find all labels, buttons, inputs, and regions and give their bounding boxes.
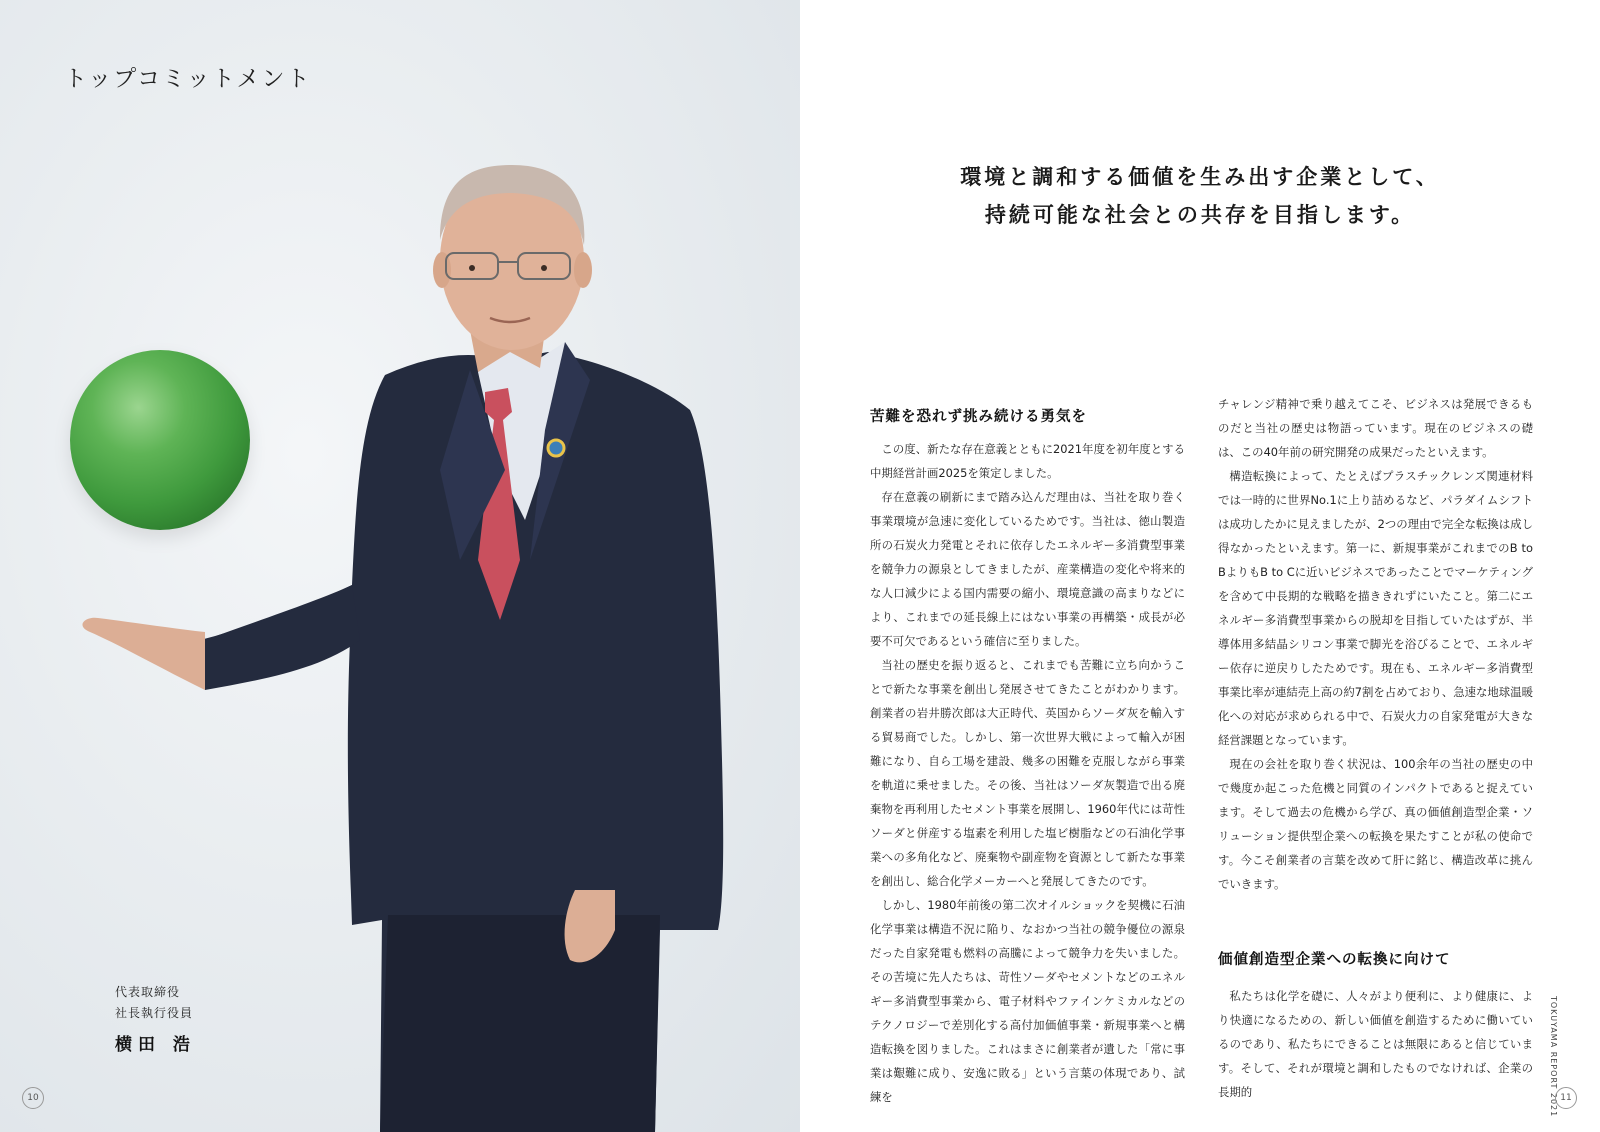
headline-line-1: 環境と調和する価値を生み出す企業として、	[960, 165, 1440, 189]
text-column-2	[1218, 392, 1533, 896]
paragraph: しかし、1980年前後の第二次オイルショックを契機に石油化学事業は構造不況に陥り、なおかつ当社の競争優位の源泉だった自家発電も燃料の高騰によって競争力を失いました。その苦境に先人たちは、苛性ソーダやセメントなどのエネルギー多消費型事業から、電子材料やファインケミカルなどのテクノロジーで差別化する高付加価値事業・新規事業へと構造転換を図りました。これはまさに創業者が遺した「常に事業は艱難に成り、安逸に敗る」という言葉の体現であり、試練を	[870, 898, 1185, 1104]
paragraph: 現在の会社を取り巻く状況は、100余年の当社の歴史の中で幾度か起こった危機と同質のインパクトであると捉えています。そして過去の危機から学び、真の価値創造型企業・ソリューション提供型企業への転換を果たすことが私の使命です。今こそ創業者の言葉を改めて肝に銘じ、構造改革に挑んでいきます。	[1218, 757, 1533, 891]
caption-role-2: 社長執行役員	[115, 1006, 194, 1020]
paragraph: 存在意義の刷新にまで踏み込んだ理由は、当社を取り巻く事業環境が急速に変化しているためです。当社は、徳山製造所の石炭火力発電とそれに依存したエネルギー多消費型事業を競争力の源泉としてきましたが、産業構造の変化や将来的な人口減少による国内需要の縮小、環境意識の高まりなどにより、これまでの延長線上にはない事業の再構築・成長が必要不可欠であるという確信に至りました。	[870, 490, 1185, 648]
section-1-heading: 苦難を恐れず挑み続ける勇気を	[870, 409, 1087, 425]
caption-role-1: 代表取締役	[115, 985, 181, 999]
executive-caption	[115, 982, 196, 1055]
paragraph: 私たちは化学を礎に、人々がより便利に、より健康に、より快適になるための、新しい価値を創造するために働いているのであり、私たちにできることは無限にあると信じています。そして、それが環境と調和したものでなければ、企業の長期的	[1218, 989, 1533, 1099]
page-number-left: 10	[22, 1087, 44, 1109]
section-2-heading: 価値創造型企業への転換に向けて	[1218, 952, 1451, 968]
paragraph: 構造転換によって、たとえばプラスチックレンズ関連材料では一時的に世界No.1に上り詰めるなど、パラダイムシフトは成功したかに見えましたが、2つの理由で完全な転換は成し得なかったといえます。第一に、新規事業がこれまでのB to BよりもB to Cに近いビジネスであったことでマーケティングを含めて中長期的な戦略を描ききれずにいたこと。第二にエネルギー多消費型事業からの脱却を目指していたはずが、半導体用多結晶シリコン事業で脚光を浴びることで、エネルギー依存に逆戻りしたためです。現在も、エネルギー多消費型事業比率が連結売上高の約7割を占めており、急速な地球温暖化への対応が求められる中で、石炭火力の自家発電が大きな経営課題となっています。	[1218, 469, 1533, 747]
paragraph: チャレンジ精神で乗り越えてこそ、ビジネスは発展できるものだと当社の歴史は物語っています。現在のビジネスの礎は、この40年前の研究開発の成果だったといえます。	[1218, 397, 1533, 459]
headline	[800, 158, 1600, 234]
section-title: トップコミットメント	[64, 66, 312, 92]
paragraph: この度、新たな存在意義とともに2021年度を初年度とする中期経営計画2025を策定しました。	[870, 442, 1185, 480]
paragraph: 当社の歴史を振り返ると、これまでも苦難に立ち向かうことで新たな事業を創出し発展させてきたことがわかります。創業者の岩井勝次郎は大正時代、英国からソーダ灰を輸入する貿易商でした。しかし、第一次世界大戦によって輸入が困難になり、自ら工場を建設、幾多の困難を克服しながら事業を軌道に乗せました。その後、当社はソーダ灰製造で出る廃棄物を再利用したセメント事業を展開し、1960年代には苛性ソーダと併産する塩素を利用した塩ビ樹脂などの石油化学事業への多角化など、廃棄物や副産物を資源として新たな事業を創出し、総合化学メーカーへと発展してきたのです。	[870, 658, 1185, 888]
text-column-3	[1218, 948, 1533, 1104]
report-side-label: TOKUYAMA REPORT 2021	[1549, 996, 1558, 1118]
right-page-text	[800, 0, 1600, 1132]
headline-line-2: 持続可能な社会との共存を目指します。	[984, 203, 1416, 227]
caption-name: 横田 浩	[115, 1035, 196, 1055]
text-column-1	[870, 405, 1185, 1109]
page-number-right: 11	[1555, 1087, 1577, 1109]
